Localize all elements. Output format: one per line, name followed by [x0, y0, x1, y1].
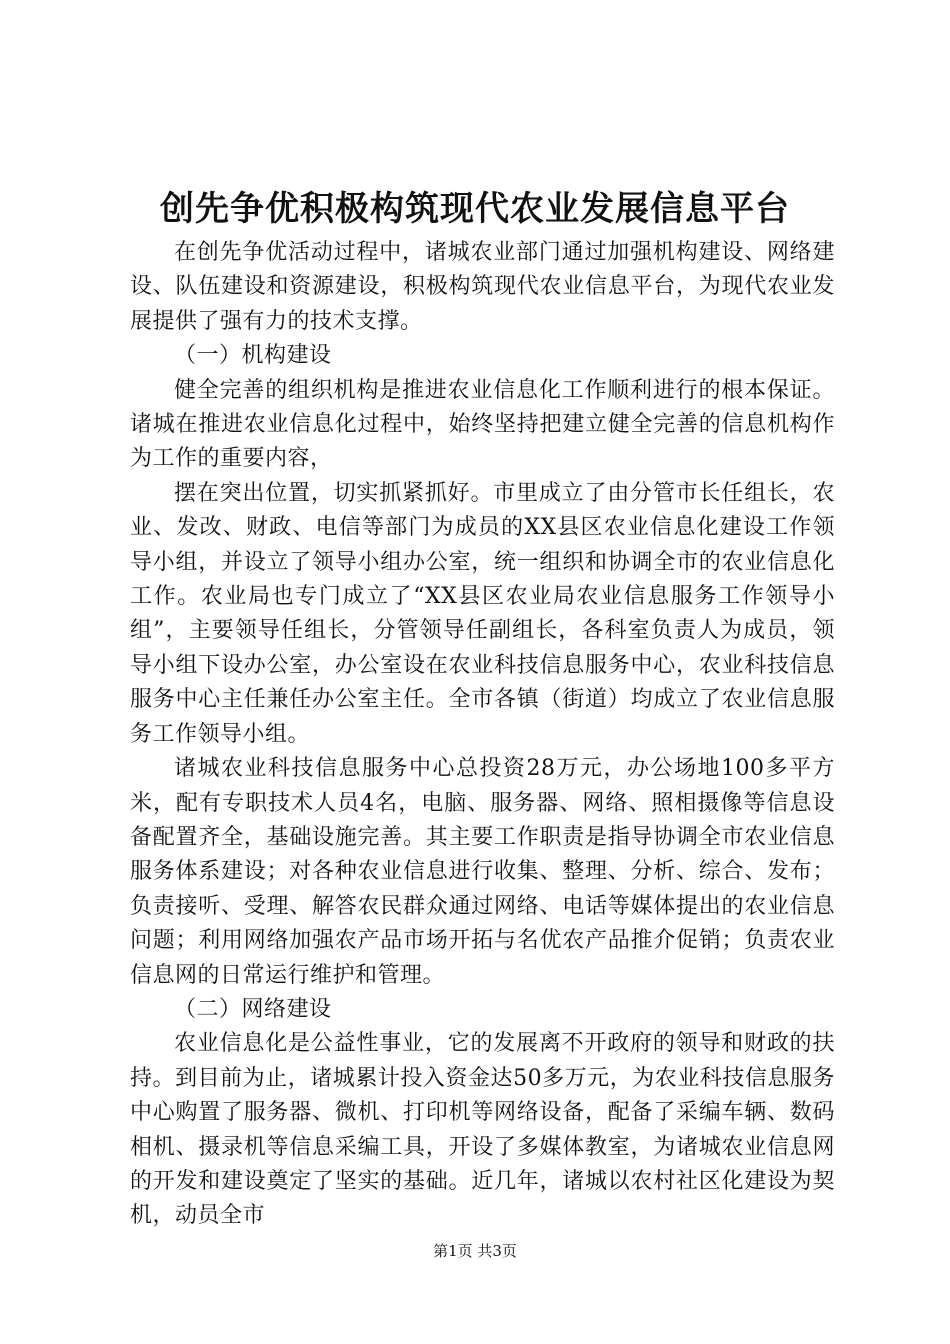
section-heading-network: （二）网络建设 [174, 996, 332, 1022]
document-title: 创先争优积极构筑现代农业发展信息平台 [160, 189, 790, 229]
paragraph-network-1: 农业信息化是公益性事业，它的发展离不开政府的领导和财政的扶持。到目前为止，诸城累计投入资金达50多万元，为农业科技信息服务中心购置了服务器、微机、打印机等网络设备，配备了采编车辆、数码相机、摄录机等信息采编工具，开设了多媒体教室，为诸城农业信息网的开发和建设奠定了坚实的基础。近几年，诸城以农村社区化建设为契机，动员全市 [130, 1031, 835, 1229]
paragraph-intro: 在创先争优活动过程中，诸城农业部门通过加强机构建设、网络建设、队伍建设和资源建设，积极构筑现代农业信息平台，为现代农业发展提供了强有力的技术支撑。 [130, 240, 835, 334]
section-heading-organization: （一）机构建设 [174, 343, 332, 369]
paragraph-organization-3: 诸城农业科技信息服务中心总投资28万元，办公场地100多平方米，配有专职技术人员4名，电脑、服务器、网络、照相摄像等信息设备配置齐全，基础设施完善。其主要工作职责是指导协调全市农业信息服务体系建设；对各种农业信息进行收集、整理、分析、综合、发布；负责接听、受理、解答农民群众通过网络、电话等媒体提出的农业信息问题；利用网络加强农产品市场开拓与名优农产品推介促销；负责农业信息网的日常运行维护和管理。 [130, 756, 835, 988]
paragraph-organization-2: 摆在突出位置，切实抓紧抓好。市里成立了由分管市长任组长，农业、发改、财政、电信等部门为成员的XX县区农业信息化建设工作领导小组，并设立了领导小组办公室，统一组织和协调全市的农业信息化工作。农业局也专门成立了“XX县区农业局农业信息服务工作领导小组”，主要领导任组长，分管领导任副组长，各科室负责人为成员，领导小组下设办公室，办公室设在农业科技信息服务中心，农业科技信息服务中心主任兼任办公室主任。全市各镇（街道）均成立了农业信息服务工作领导小组。 [130, 480, 835, 747]
paragraph-organization-1: 健全完善的组织机构是推进农业信息化工作顺利进行的根本保证。诸城在推进农业信息化过程中，始终坚持把建立健全完善的信息机构作为工作的重要内容， [130, 377, 835, 472]
page-footer: 第1页 共3页 [433, 1242, 517, 1260]
document-body [130, 236, 835, 1234]
